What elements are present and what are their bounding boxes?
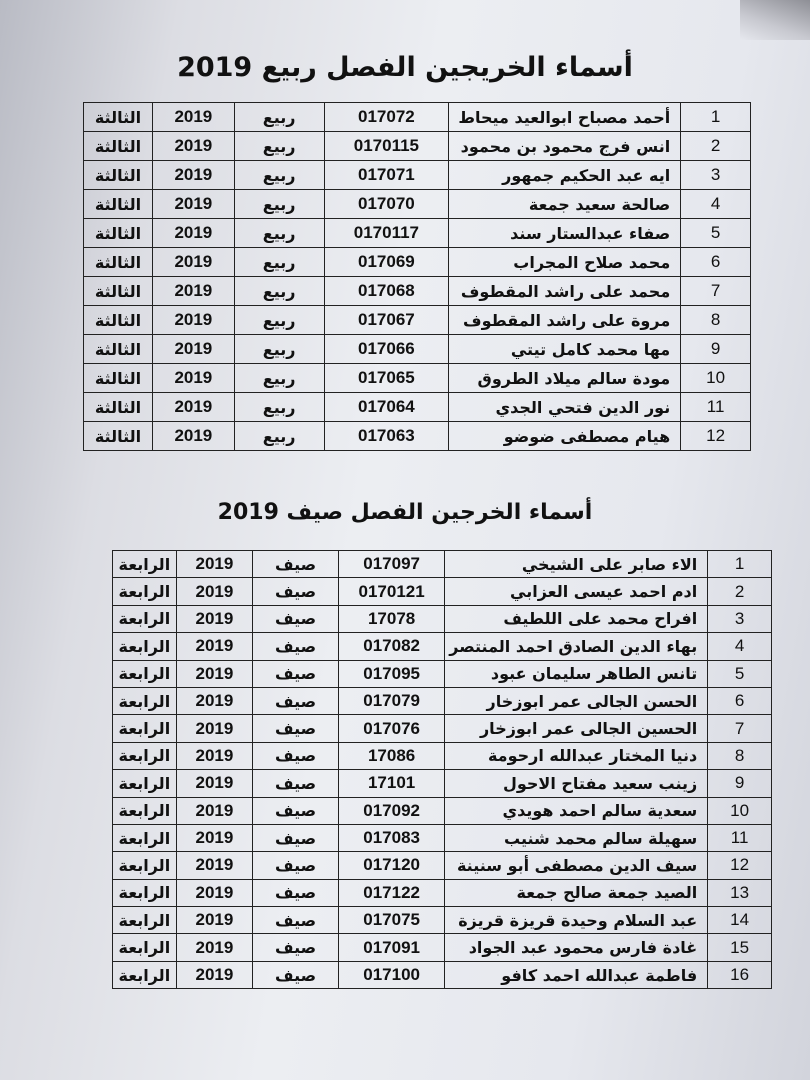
section1-title: أسماء الخريجين الفصل ربيع 2019 [177,52,633,83]
semester-cell: ربيع [234,219,324,248]
student-name-cell: صالحة سعيد جمعة [449,190,681,219]
table-row [113,907,772,934]
student-id-cell: 017097 [338,551,444,578]
student-id-cell: 017091 [338,934,444,961]
semester-cell: صيف [253,824,339,851]
level-cell: الرابعة [113,961,177,988]
level-cell: الثالثة [84,393,153,422]
table-row [113,797,772,824]
semester-cell: صيف [253,715,339,742]
table-row [113,660,772,687]
student-id-cell: 017068 [324,277,449,306]
student-id-cell: 0170115 [324,132,449,161]
year-cell: 2019 [176,633,253,660]
student-name-cell: ادم احمد عيسى العزابي [445,578,708,605]
row-number-cell: 10 [681,364,751,393]
student-name-cell: انس فرج محمود بن محمود [449,132,681,161]
table-row [113,934,772,961]
row-number-cell: 5 [681,219,751,248]
year-cell: 2019 [152,335,234,364]
level-cell: الرابعة [113,824,177,851]
student-name-cell: الحسن الجالى عمر ابوزخار [445,687,708,714]
semester-cell: صيف [253,660,339,687]
semester-cell: صيف [253,879,339,906]
semester-cell: صيف [253,852,339,879]
table-row [113,551,772,578]
table-row [113,687,772,714]
semester-cell: ربيع [234,422,324,451]
year-cell: 2019 [176,578,253,605]
student-id-cell: 017070 [324,190,449,219]
row-number-cell: 12 [708,852,772,879]
student-id-cell: 017095 [338,660,444,687]
student-id-cell: 017066 [324,335,449,364]
semester-cell: ربيع [234,161,324,190]
student-id-cell: 017065 [324,364,449,393]
spring-graduates-table [83,102,751,451]
row-number-cell: 13 [708,879,772,906]
student-name-cell: غادة فارس محمود عبد الجواد [445,934,708,961]
level-cell: الرابعة [113,687,177,714]
table-row [84,248,751,277]
student-id-cell: 017072 [324,103,449,132]
semester-cell: صيف [253,551,339,578]
student-name-cell: مودة سالم ميلاد الطروق [449,364,681,393]
year-cell: 2019 [176,934,253,961]
student-id-cell: 17086 [338,742,444,769]
level-cell: الثالثة [84,219,153,248]
semester-cell: ربيع [234,393,324,422]
semester-cell: صيف [253,605,339,632]
year-cell: 2019 [176,907,253,934]
level-cell: الثالثة [84,248,153,277]
table-row [84,103,751,132]
level-cell: الرابعة [113,633,177,660]
student-name-cell: الصيد جمعة صالح جمعة [445,879,708,906]
year-cell: 2019 [176,715,253,742]
student-name-cell: صفاء عبدالستار سند [449,219,681,248]
row-number-cell: 2 [681,132,751,161]
table-row [84,277,751,306]
student-id-cell: 017067 [324,306,449,335]
row-number-cell: 3 [681,161,751,190]
level-cell: الثالثة [84,161,153,190]
year-cell: 2019 [152,277,234,306]
level-cell: الثالثة [84,306,153,335]
summer-graduates-table [112,550,772,989]
paper-shadow-corner [740,0,810,40]
row-number-cell: 1 [681,103,751,132]
student-id-cell: 017076 [338,715,444,742]
student-name-cell: محمد على راشد المقطوف [449,277,681,306]
level-cell: الرابعة [113,715,177,742]
student-name-cell: سعدية سالم احمد هويدي [445,797,708,824]
row-number-cell: 9 [708,770,772,797]
student-id-cell: 017063 [324,422,449,451]
semester-cell: صيف [253,961,339,988]
student-name-cell: بهاء الدين الصادق احمد المنتصر [445,633,708,660]
student-id-cell: 017120 [338,852,444,879]
table-row [84,422,751,451]
table-row [113,824,772,851]
row-number-cell: 11 [708,824,772,851]
year-cell: 2019 [176,797,253,824]
row-number-cell: 5 [708,660,772,687]
table-row [84,161,751,190]
table-row [113,742,772,769]
table-row [84,306,751,335]
year-cell: 2019 [152,306,234,335]
semester-cell: صيف [253,797,339,824]
student-id-cell: 017092 [338,797,444,824]
row-number-cell: 4 [681,190,751,219]
table-row [113,961,772,988]
student-name-cell: افراح محمد على اللطيف [445,605,708,632]
row-number-cell: 1 [708,551,772,578]
semester-cell: صيف [253,770,339,797]
year-cell: 2019 [176,770,253,797]
table-row [113,715,772,742]
level-cell: الثالثة [84,422,153,451]
row-number-cell: 12 [681,422,751,451]
student-name-cell: الاء صابر على الشيخي [445,551,708,578]
row-number-cell: 10 [708,797,772,824]
level-cell: الرابعة [113,551,177,578]
student-name-cell: محمد صلاح المجراب [449,248,681,277]
year-cell: 2019 [152,422,234,451]
table-row [84,190,751,219]
year-cell: 2019 [176,551,253,578]
level-cell: الثالثة [84,103,153,132]
row-number-cell: 3 [708,605,772,632]
level-cell: الرابعة [113,770,177,797]
student-name-cell: سيف الدين مصطفى أبو سنينة [445,852,708,879]
table-row [113,605,772,632]
student-name-cell: ايه عبد الحكيم جمهور [449,161,681,190]
student-id-cell: 17078 [338,605,444,632]
level-cell: الرابعة [113,852,177,879]
year-cell: 2019 [176,742,253,769]
semester-cell: ربيع [234,277,324,306]
student-id-cell: 017079 [338,687,444,714]
row-number-cell: 4 [708,633,772,660]
row-number-cell: 2 [708,578,772,605]
level-cell: الرابعة [113,578,177,605]
year-cell: 2019 [152,248,234,277]
row-number-cell: 15 [708,934,772,961]
student-id-cell: 017122 [338,879,444,906]
row-number-cell: 11 [681,393,751,422]
student-name-cell: أحمد مصباح ابوالعيد ميحاط [449,103,681,132]
student-id-cell: 017064 [324,393,449,422]
level-cell: الثالثة [84,190,153,219]
student-name-cell: زينب سعيد مفتاح الاحول [445,770,708,797]
table-row [84,393,751,422]
level-cell: الرابعة [113,660,177,687]
table-row [113,879,772,906]
student-name-cell: سهيلة سالم محمد شنيب [445,824,708,851]
student-name-cell: دنيا المختار عبدالله ارحومة [445,742,708,769]
table-row [84,219,751,248]
table-row [113,770,772,797]
year-cell: 2019 [176,961,253,988]
row-number-cell: 14 [708,907,772,934]
section2-title: أسماء الخرجين الفصل صيف 2019 [217,500,593,525]
semester-cell: ربيع [234,335,324,364]
semester-cell: ربيع [234,364,324,393]
year-cell: 2019 [152,219,234,248]
table-row [113,578,772,605]
student-id-cell: 017100 [338,961,444,988]
student-name-cell: مها محمد كامل تيتي [449,335,681,364]
year-cell: 2019 [152,190,234,219]
semester-cell: صيف [253,907,339,934]
student-name-cell: فاطمة عبدالله احمد كافو [445,961,708,988]
table-row [113,852,772,879]
year-cell: 2019 [176,687,253,714]
semester-cell: صيف [253,934,339,961]
semester-cell: صيف [253,687,339,714]
year-cell: 2019 [176,879,253,906]
row-number-cell: 16 [708,961,772,988]
student-name-cell: مروة على راشد المقطوف [449,306,681,335]
year-cell: 2019 [152,103,234,132]
table-row [84,335,751,364]
year-cell: 2019 [152,364,234,393]
table-row [113,633,772,660]
student-id-cell: 017083 [338,824,444,851]
year-cell: 2019 [152,393,234,422]
student-name-cell: هيام مصطفى ضوضو [449,422,681,451]
row-number-cell: 9 [681,335,751,364]
semester-cell: صيف [253,578,339,605]
student-name-cell: الحسين الجالى عمر ابوزخار [445,715,708,742]
student-name-cell: تانس الطاهر سليمان عبود [445,660,708,687]
semester-cell: ربيع [234,132,324,161]
year-cell: 2019 [152,161,234,190]
level-cell: الرابعة [113,879,177,906]
level-cell: الرابعة [113,797,177,824]
table-row [84,132,751,161]
student-name-cell: نور الدين فتحي الجدي [449,393,681,422]
student-id-cell: 017082 [338,633,444,660]
level-cell: الرابعة [113,934,177,961]
row-number-cell: 8 [681,306,751,335]
semester-cell: ربيع [234,190,324,219]
student-id-cell: 017071 [324,161,449,190]
level-cell: الرابعة [113,907,177,934]
semester-cell: ربيع [234,248,324,277]
level-cell: الرابعة [113,605,177,632]
student-id-cell: 017069 [324,248,449,277]
row-number-cell: 7 [681,277,751,306]
level-cell: الثالثة [84,132,153,161]
year-cell: 2019 [176,824,253,851]
table-row [84,364,751,393]
row-number-cell: 8 [708,742,772,769]
row-number-cell: 7 [708,715,772,742]
row-number-cell: 6 [708,687,772,714]
semester-cell: صيف [253,742,339,769]
student-name-cell: عبد السلام وحيدة قريزة قريزة [445,907,708,934]
semester-cell: ربيع [234,306,324,335]
semester-cell: صيف [253,633,339,660]
student-id-cell: 017075 [338,907,444,934]
student-id-cell: 17101 [338,770,444,797]
level-cell: الثالثة [84,335,153,364]
year-cell: 2019 [152,132,234,161]
student-id-cell: 0170121 [338,578,444,605]
year-cell: 2019 [176,852,253,879]
semester-cell: ربيع [234,103,324,132]
student-id-cell: 0170117 [324,219,449,248]
level-cell: الثالثة [84,277,153,306]
level-cell: الثالثة [84,364,153,393]
year-cell: 2019 [176,605,253,632]
year-cell: 2019 [176,660,253,687]
level-cell: الرابعة [113,742,177,769]
row-number-cell: 6 [681,248,751,277]
